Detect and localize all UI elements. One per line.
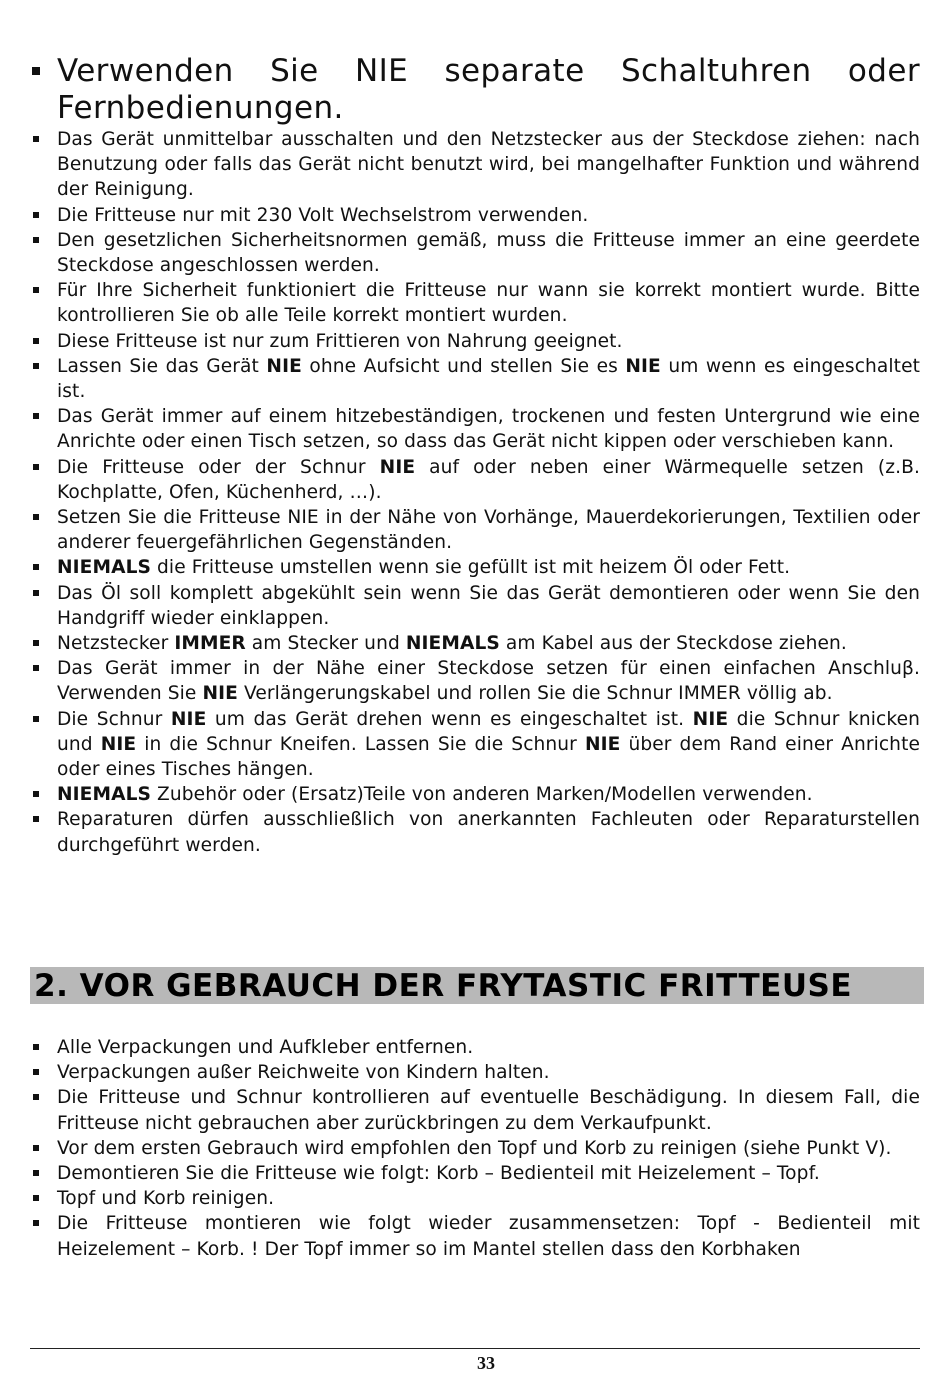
list-item [57, 1211, 920, 1261]
item-text: die Fritteuse umstellen wenn sie gefüllt ist mit heizem Öl oder Fett. [151, 557, 791, 579]
item-text: um wenn es eingeschaltet ist. [57, 355, 920, 403]
list-item [57, 228, 920, 278]
list-item [57, 1136, 920, 1161]
item-text: Reparaturen dürfen ausschließlich von anerkannten Fachleuten oder Reparaturstellen durchgeführt werden. [57, 809, 920, 856]
list-item [57, 329, 920, 354]
list-item [57, 631, 920, 656]
item-text: Vor dem ersten Gebrauch wird empfohlen den Topf und Korb zu reinigen (siehe Punkt V). [57, 1137, 892, 1159]
list-item [57, 1035, 920, 1060]
page-number: 33 [477, 1353, 495, 1373]
item-text: Demontieren Sie die Fritteuse wie folgt: Korb – Bedienteil mit Heizelement – Topf. [57, 1163, 820, 1185]
list-item [57, 782, 920, 807]
item-text: Lassen Sie das Gerät [57, 355, 267, 377]
item-text: Das Gerät immer in der Nähe einer Steckdose setzen für einen einfachen Anschluβ. Verwenden Sie [57, 658, 920, 705]
list-item [57, 656, 920, 706]
item-text: Die Fritteuse montieren wie folgt wieder zusammensetzen: Topf - Bedienteil mit Heizelement – Korb. ! Der Topf immer so im Mantel stellen dass den Korbhaken [57, 1213, 920, 1260]
emphasis-text: NIE [266, 355, 302, 377]
safety-instructions-list [57, 53, 920, 858]
list-item [57, 278, 920, 328]
item-text: am Stecker und [245, 633, 406, 655]
item-text: Alle Verpackungen und Aufkleber entfernen. [57, 1037, 474, 1058]
emphasis-text: NIEMALS [57, 784, 152, 806]
list-item [57, 404, 920, 454]
item-text: in die Schnur Kneifen. Lassen Sie die Schnur [136, 733, 585, 755]
item-text: Für Ihre Sicherheit funktioniert die Fritteuse nur wann sie korrekt montiert wurde. Bitte kontrollieren Sie ob alle Teile korrekt montiert wurden. [57, 280, 920, 327]
list-item [57, 53, 920, 127]
list-item [57, 807, 920, 857]
item-text: Die Fritteuse nur mit 230 Volt Wechselstrom verwenden. [57, 204, 589, 226]
list-item [57, 707, 920, 783]
item-text: Setzen Sie die Fritteuse NIE in der Nähe von Vorhänge, Mauerdekorierungen, Textilien oder anderer feuergefährlichen Gegenständen. [57, 507, 920, 554]
emphasis-text: NIE [692, 708, 729, 730]
item-text: Die Fritteuse und Schnur kontrollieren auf eventuelle Beschädigung. In diesem Fall, die Fritteuse nicht gebrauchen aber zurückbringen zu dem Verkaufpunkt. [57, 1087, 920, 1134]
list-item [57, 1060, 920, 1085]
item-text: Die Schnur [57, 708, 171, 730]
item-text: Netzstecker [57, 633, 175, 655]
section-heading: 2. VOR GEBRAUCH DER FRYTASTIC FRITTEUSE [34, 968, 853, 1004]
list-item [57, 505, 920, 555]
list-item [57, 1186, 920, 1211]
item-text: um das Gerät drehen wenn es eingeschaltet ist. [206, 708, 693, 730]
item-text: Verwenden Sie NIE separate Schaltuhren oder Fernbedienungen. [57, 53, 920, 126]
item-text: Verlängerungskabel und rollen Sie die Schnur IMMER völlig ab. [237, 683, 833, 705]
item-text: am Kabel aus der Steckdose ziehen. [499, 633, 847, 655]
item-text: Den gesetzlichen Sicherheitsnormen gemäß, muss die Fritteuse immer an eine geerdete Steckdose angeschlossen werden. [57, 229, 920, 277]
emphasis-text: NIE [625, 355, 661, 377]
emphasis-text: NIE [100, 733, 137, 755]
section-heading-bar [30, 967, 924, 1004]
item-text: Das Öl soll komplett abgekühlt sein wenn Sie das Gerät demontieren oder wenn Sie den Handgriff wieder einklappen. [57, 582, 920, 629]
item-text: über dem Rand einer Anrichte oder eines Tisches hängen. [57, 733, 921, 781]
item-text: Die Fritteuse oder der Schnur [57, 456, 380, 478]
emphasis-text: NIEMALS [57, 557, 152, 579]
item-text: Das Gerät unmittelbar ausschalten und den Netzstecker aus der Steckdose ziehen: nach Benutzung oder falls das Gerät nicht benutzt wird, bei mangelhafter Funktion und während der Reinigung. [57, 129, 920, 201]
item-text: Diese Fritteuse ist nur zum Frittieren von Nahrung geeignet. [57, 330, 623, 352]
item-text: ohne Aufsicht und stellen Sie es [301, 355, 626, 377]
item-text: Topf und Korb reinigen. [57, 1188, 275, 1210]
item-text: Zubehör oder (Ersatz)Teile von anderen Marken/Modellen verwenden. [151, 784, 813, 806]
item-text: auf oder neben einer Wärmequelle setzen (z.B. Kochplatte, Ofen, Küchenherd, …). [57, 456, 920, 503]
list-item [57, 1161, 920, 1186]
list-item [57, 581, 920, 631]
item-text: Verpackungen außer Reichweite von Kindern halten. [57, 1062, 550, 1084]
item-text: die Schnur knicken und [57, 708, 921, 755]
list-item [57, 127, 920, 203]
emphasis-text: IMMER [174, 633, 246, 655]
footer-divider [30, 1348, 920, 1349]
list-item [57, 354, 920, 404]
emphasis-text: NIE [170, 708, 207, 730]
emphasis-text: NIE [202, 683, 238, 705]
item-text: Das Gerät immer auf einem hitzebeständigen, trockenen und festen Untergrund wie eine Anrichte oder einen Tisch setzen, so dass das Gerät nicht kippen oder verschieben kann. [57, 406, 920, 453]
preparation-steps-list [57, 1035, 920, 1262]
list-item [57, 455, 920, 505]
emphasis-text: NIE [584, 733, 621, 755]
list-item [57, 203, 920, 228]
emphasis-text: NIEMALS [405, 633, 500, 655]
list-item [57, 555, 920, 580]
list-item [57, 1085, 920, 1135]
emphasis-text: NIE [379, 456, 416, 478]
